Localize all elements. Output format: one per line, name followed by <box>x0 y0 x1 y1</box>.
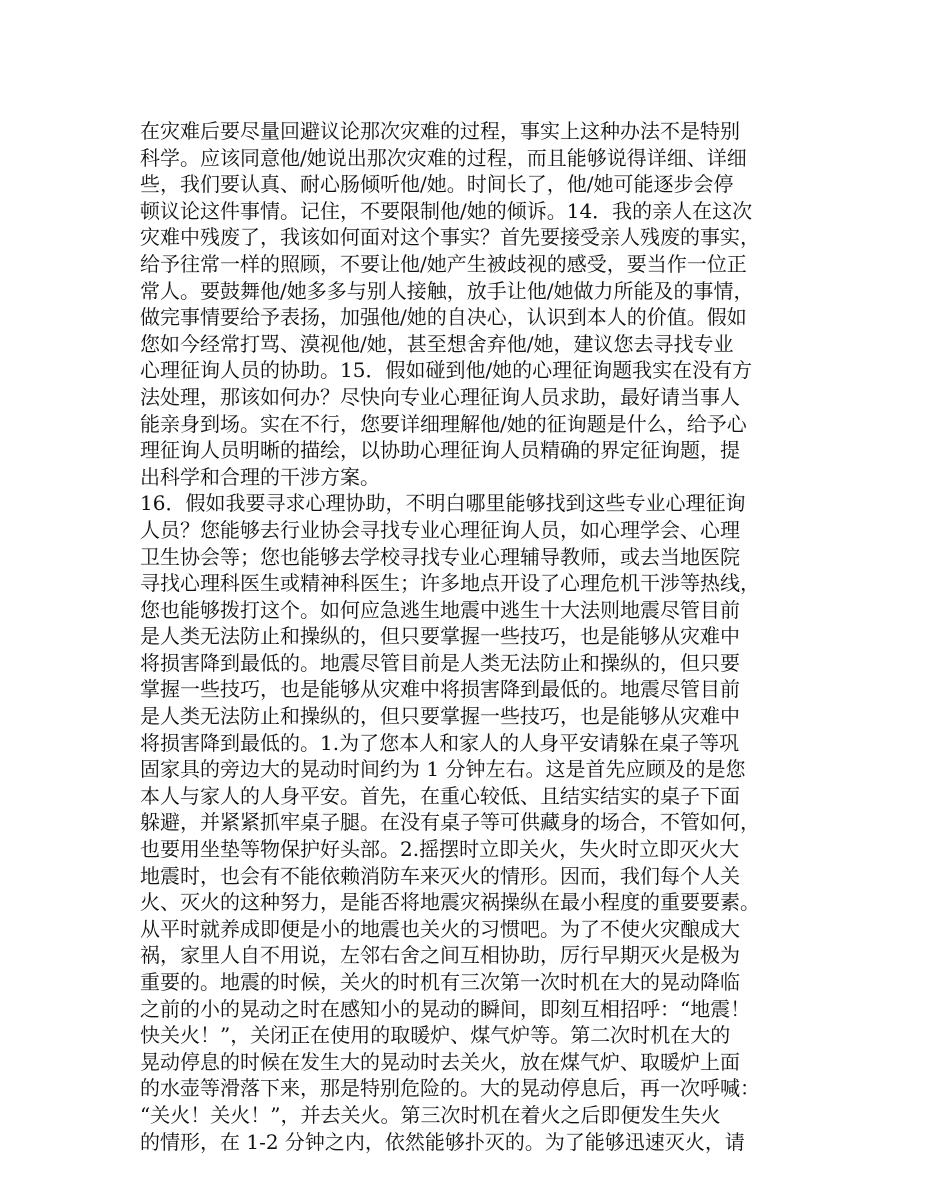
text-line: 在灾难后要尽量回避议论那次灾难的过程，事实上这种办法不是特别 <box>140 119 740 143</box>
text-line: 掌握一些技巧，也是能够从灾难中将损害降到最低的。地震尽管目前 <box>140 677 740 702</box>
text-line: 本人与家人的人身平安。首先，在重心较低、且结实结实的桌子下面 <box>140 783 740 808</box>
text-line: 做完事情要给予表扬，加强他/她的自决心，认识到本人的价值。假如 <box>140 305 747 330</box>
text-line: 从平时就养成即便是小的地震也关火的习惯吧。为了不使火灾酿成大 <box>140 916 740 941</box>
text-line: 固家具的旁边大的晃动时间约为 1 分钟左右。这是首先应顾及的是您 <box>140 757 746 782</box>
text-line: 寻找心理科医生或精神科医生；许多地点开设了心理危机干涉等热线， <box>140 571 760 596</box>
text-line: 灾难中残废了，我该如何面对这个事实？首先要接受亲人残废的事实， <box>140 225 760 250</box>
text-line: 理征询人员明晰的描绘，以协助心理征询人员精确的界定征询题，提 <box>140 438 740 463</box>
text-line: 的情形，在 1-2 分钟之内，依然能够扑灭的。为了能够迅速灭火，请 <box>140 1129 745 1154</box>
text-line: 心理征询人员的协助。15．假如碰到他/她的心理征询题我实在没有方 <box>140 358 753 383</box>
text-line: 法处理，那该如何办？尽快向专业心理征询人员求助，最好请当事人 <box>140 384 740 409</box>
text-line: 将损害降到最低的。地震尽管目前是人类无法防止和操纵的，但只要 <box>140 650 740 675</box>
text-line: 躲避，并紧紧抓牢桌子腿。在没有桌子等可供藏身的场合，不管如何， <box>140 810 760 835</box>
text-line: 您也能够拨打这个。如何应急逃生地震中逃生十大法则地震尽管目前 <box>140 597 740 622</box>
text-line: 人员？您能够去行业协会寻找专业心理征询人员，如心理学会、心理 <box>140 517 740 542</box>
body-text <box>140 118 820 1155</box>
text-line: 祸，家里人自不用说，左邻右舍之间互相协助，厉行早期灭火是极为 <box>140 943 740 968</box>
text-line: 卫生协会等；您也能够去学校寻找专业心理辅导教师，或去当地医院 <box>140 544 740 569</box>
text-line: 顿议论这件事情。记住，不要限制他/她的倾诉。14．我的亲人在这次 <box>140 198 753 223</box>
text-line: 能亲身到场。实在不行，您要详细理解他/她的征询题是什么，给予心 <box>140 411 747 436</box>
text-line: 是人类无法防止和操纵的，但只要掌握一些技巧，也是能够从灾难中 <box>140 624 740 649</box>
text-line: 将损害降到最低的。1.为了您本人和家人的人身平安请躲在桌子等巩 <box>140 730 740 755</box>
text-line: 给予往常一样的照顾，不要让他/她产生被歧视的感受，要当作一位正 <box>140 251 747 276</box>
text-line: 也要用坐垫等物保护好头部。2.摇摆时立即关火，失火时立即灭火大 <box>140 837 740 862</box>
text-line: 是人类无法防止和操纵的，但只要掌握一些技巧，也是能够从灾难中 <box>140 704 740 729</box>
text-line: 晃动停息的时候在发生大的晃动时去关火，放在煤气炉、取暖炉上面 <box>140 1049 740 1074</box>
text-line: 重要的。地震的时候，关火的时机有三次第一次时机在大的晃动降临 <box>140 970 740 994</box>
text-line: 些，我们要认真、耐心肠倾听他/她。时间长了，他/她可能逐步会停 <box>140 172 734 197</box>
text-line: 科学。应该同意他/她说出那次灾难的过程，而且能够说得详细、详细 <box>140 145 747 170</box>
text-line: 地震时，也会有不能依赖消防车来灭火的情形。因而，我们每个人关 <box>140 863 740 888</box>
text-line: 快关火！”，关闭正在使用的取暖炉、煤气炉等。第二次时机在大的 <box>140 1023 731 1048</box>
text-line: 出科学和合理的干涉方案。 <box>140 464 380 489</box>
text-line: 您如今经常打骂、漠视他/她，甚至想舍弃他/她，建议您去寻找专业 <box>140 331 734 356</box>
text-line: 常人。要鼓舞他/她多多与别人接触，放手让他/她做力所能及的事情， <box>140 278 754 303</box>
text-line: 之前的小的晃动之时在感知小的晃动的瞬间，即刻互相招呼：“地震！ <box>140 996 751 1021</box>
text-line: “关火！关火！”，并去关火。第三次时机在着火之后即便发生失火 <box>140 1102 721 1127</box>
text-line: 16．假如我要寻求心理协助，不明白哪里能够找到这些专业心理征询 <box>140 491 746 516</box>
text-line: 火、灭火的这种努力，是能否将地震灾祸操纵在最小程度的重要要素。 <box>140 890 760 915</box>
text-line: 的水壶等滑落下来，那是特别危险的。大的晃动停息后，再一次呼喊： <box>140 1076 760 1101</box>
